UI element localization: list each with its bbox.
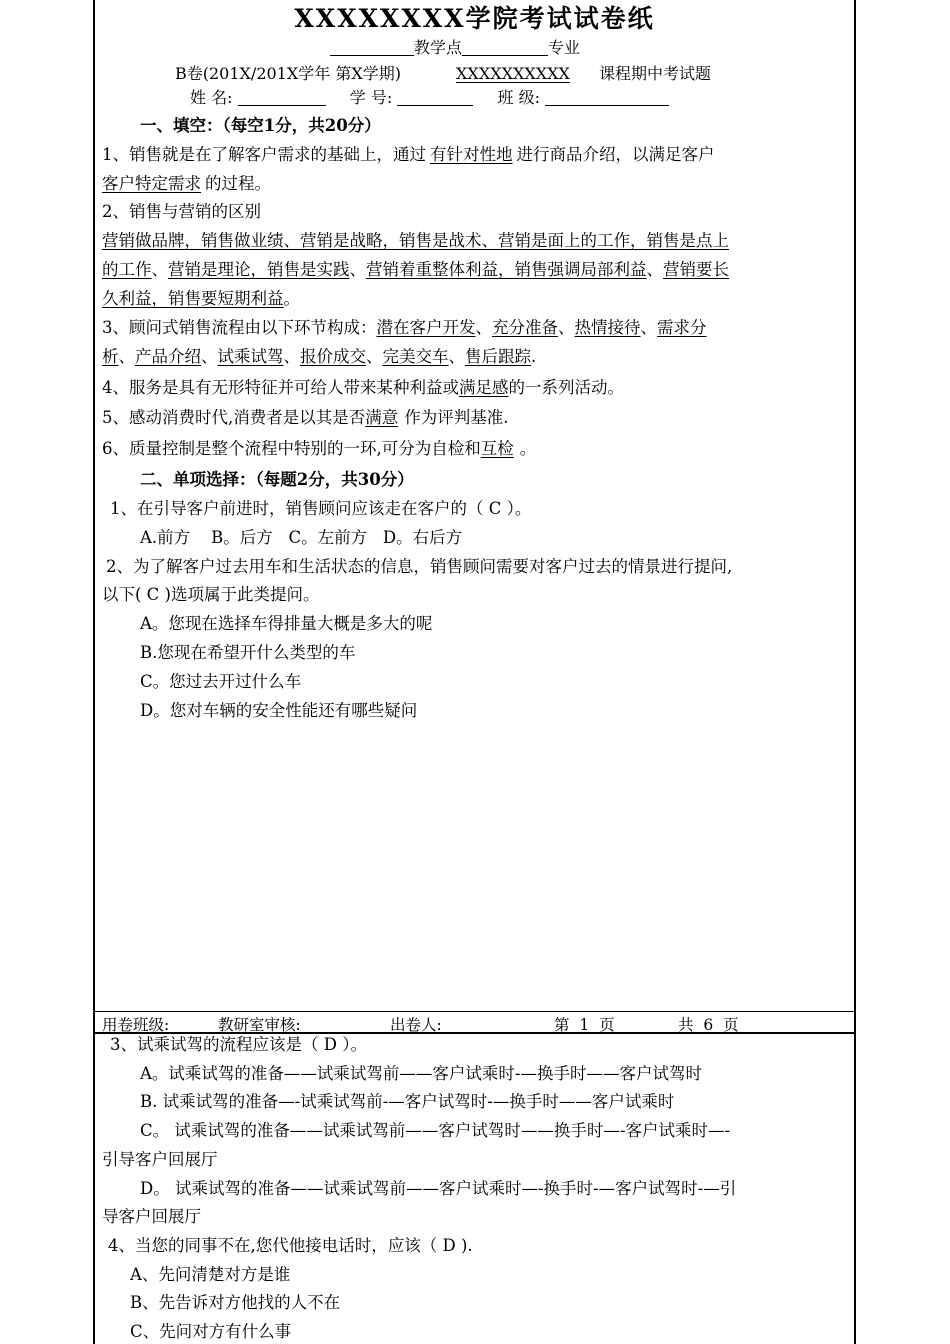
fill-q3-item9: 售后跟踪 — [465, 347, 531, 366]
teach-point-label: 教学点 — [414, 38, 463, 57]
choice-q4-option-c: C、先问对方有什么事 — [130, 1322, 292, 1341]
name-label: 姓 名: — [190, 88, 233, 107]
choice-q4-stem: 4、当您的同事不在,您代他接电话时，应该（ D ). — [108, 1236, 473, 1255]
choice-q3-option-c-line1: C。 试乘试驾的准备——试乘试驾前——客户试驾时——换手时—-客户试乘时—- — [140, 1121, 731, 1140]
fill-q3-item5: 产品介绍 — [135, 347, 201, 366]
fill-q3-line2: 析、产品介绍、试乘试驾、报价成交、完美交车、售后跟踪. — [102, 347, 537, 366]
choice-q2-stem-line1: 2、为了解客户过去用车和生活状态的信息，销售顾问需要对客户过去的情景进行提问, — [106, 557, 733, 576]
fill-q3-item4a: 需求分 — [657, 318, 707, 337]
choice-q4-option-a: A、先问清楚对方是谁 — [130, 1265, 291, 1284]
course-line — [175, 64, 711, 84]
page-break-rule — [95, 1032, 854, 1034]
choice-q1-options: A.前方 B。后方 C。左前方 D。右后方 — [140, 528, 463, 547]
fill-q1-line2: 客户特定需求 的过程。 — [102, 174, 271, 193]
fill-q5: 5、感动消费时代,消费者是以其是否满意 作为评判基准. — [102, 408, 509, 427]
choice-q2-option-c: C。您过去开过什么车 — [140, 672, 302, 691]
choice-q2-stem-line2: 以下( C )选项属于此类提问。 — [102, 585, 320, 604]
fill-q1-answer1: 有针对性地 — [430, 145, 513, 164]
fill-q2-answer-line2: 的工作、营销是理论，销售是实践、营销着重整体利益，销售强调局部利益、营销要长 — [102, 260, 729, 279]
class-label: 班 级: — [497, 88, 541, 107]
fill-q3-item4b: 析 — [102, 347, 119, 366]
fill-q3-item6: 试乘试驾 — [217, 347, 284, 366]
choice-q3-option-d-line1: D。 试乘试驾的准备——试乘试驾前——客户试乘时—-换手时-—客户试驾时-—引 — [140, 1179, 737, 1198]
id-label: 学 号: — [349, 88, 393, 107]
id-field[interactable] — [397, 89, 473, 106]
choice-q2-option-d: D。您对车辆的安全性能还有哪些疑问 — [140, 701, 418, 720]
choice-q1-stem: 1、在引导客户前进时，销售顾问应该走在客户的（ C ）。 — [110, 499, 532, 518]
choice-q3-option-c-line2: 引导客户回展厅 — [102, 1150, 218, 1169]
fill-q3-item8: 完美交车 — [382, 347, 449, 366]
choice-q2-option-a: A。您现在选择车得排量大概是多大的呢 — [140, 614, 433, 633]
footer-top-rule — [95, 1011, 854, 1012]
choice-q3-option-b: B. 试乘试驾的准备—-试乘试驾前-—客户试驾时-—换手时——客户试乘时 — [140, 1092, 675, 1111]
course-name: XXXXXXXXXX — [456, 64, 570, 83]
teach-point-line — [330, 38, 580, 58]
fill-q3-item2: 充分准备 — [492, 318, 558, 337]
volume-label: B卷(201X/201X学年 第X学期) — [175, 64, 401, 83]
fill-q4-answer: 满足感 — [459, 378, 509, 397]
fill-q1-line1: 1、销售就是在了解客户需求的基础上，通过 有针对性地 进行商品介绍，以满足客户 — [102, 145, 715, 164]
fill-q3-item3: 热情接待 — [574, 318, 641, 337]
major-blank — [462, 39, 548, 56]
name-field[interactable] — [238, 89, 326, 106]
fill-q2-answer-line1: 营销做品牌，销售做业绩、营销是战略，销售是战术、营销是面上的工作，销售是点上 — [102, 231, 729, 250]
choice-q3-option-a: A。试乘试驾的准备——试乘试驾前——客户试乘时-—换手时——客户试驾时 — [140, 1064, 702, 1083]
footer-author-label: 出卷人: — [390, 1016, 442, 1034]
fill-q2-answer-line3: 久利益，销售要短期利益。 — [102, 289, 300, 308]
section1-title: 一、填空：（每空1分，共20分） — [140, 116, 381, 135]
choice-q3-option-d-line2: 导客户回展厅 — [102, 1207, 201, 1226]
footer-page-number: 第 1 页 — [554, 1016, 615, 1034]
major-label: 专业 — [548, 38, 581, 57]
fill-q6-answer: 互检 — [480, 439, 514, 458]
exam-type-label: 课程期中考试题 — [598, 64, 711, 83]
fill-q3-item7: 报价成交 — [300, 347, 366, 366]
fill-q1-answer2: 客户特定需求 — [102, 174, 201, 193]
footer-total-pages: 共 6 页 — [678, 1016, 739, 1034]
fill-q3-line1: 3、顾问式销售流程由以下环节构成：潜在客户开发、充分准备、热情接待、需求分 — [102, 318, 707, 337]
footer-review-label: 教研室审核: — [218, 1016, 301, 1034]
fill-q5-answer: 满意 — [365, 408, 399, 427]
fill-q6: 6、质量控制是整个流程中特别的一环,可分为自检和互检 。 — [102, 439, 537, 458]
fill-q3-item1: 潜在客户开发 — [376, 318, 476, 337]
student-info-line — [190, 88, 669, 108]
teach-point-blank — [330, 39, 414, 56]
choice-q2-option-b: B.您现在希望开什么类型的车 — [140, 643, 356, 662]
exam-title: XXXXXXXX学院考试试卷纸 — [294, 4, 655, 33]
class-field[interactable] — [545, 89, 669, 106]
choice-q4-option-b: B、先告诉对方他找的人不在 — [130, 1293, 341, 1312]
fill-q4: 4、服务是具有无形特征并可给人带来某种利益或满足感的一系列活动。 — [102, 378, 624, 397]
fill-q2-stem: 2、销售与营销的区别 — [102, 202, 261, 221]
section2-title: 二、单项选择：（每题2分，共30分） — [140, 470, 414, 489]
footer-class-label: 用卷班级: — [102, 1016, 170, 1034]
choice-q3-stem: 3、试乘试驾的流程应该是（ D ）。 — [110, 1035, 367, 1054]
